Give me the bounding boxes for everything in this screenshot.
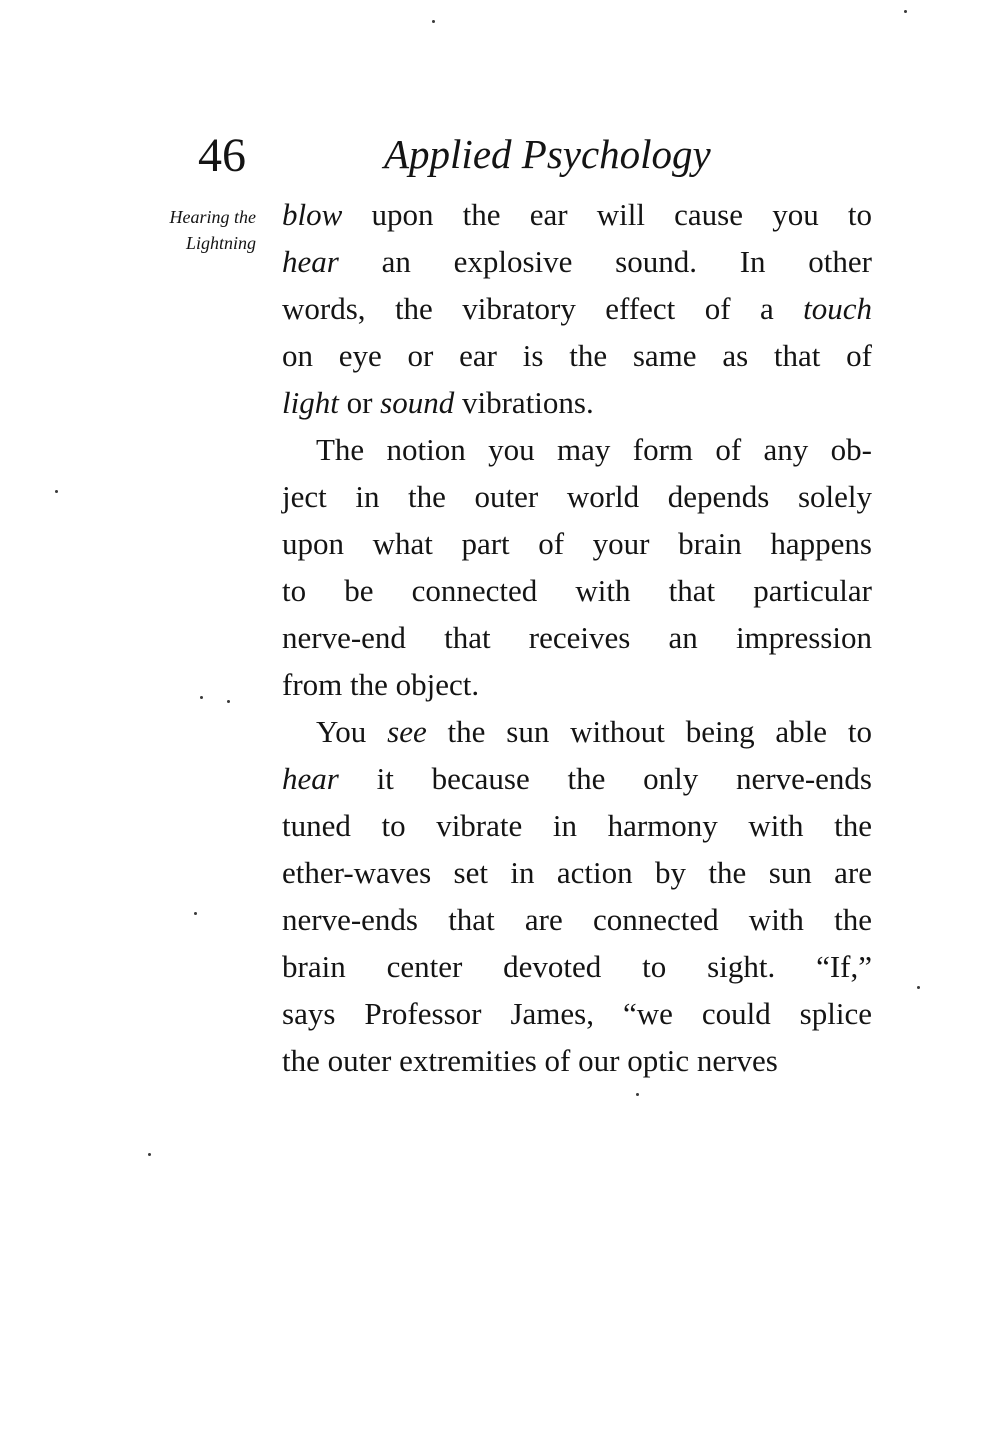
margin-note	[106, 204, 256, 256]
text-run: nerve-ends that are connected with the	[282, 902, 872, 937]
text-line	[282, 708, 872, 755]
text-line	[282, 520, 872, 567]
text-line	[282, 990, 872, 1037]
text-run: the sun without being able to	[426, 714, 872, 749]
text-line	[282, 661, 872, 708]
scan-speck	[917, 986, 920, 989]
text-line	[282, 285, 872, 332]
text-run: it because the only nerve-ends	[338, 761, 872, 796]
body-text	[282, 191, 872, 1084]
text-line	[282, 849, 872, 896]
scan-speck	[200, 696, 203, 699]
text-line	[282, 238, 872, 285]
text-line	[282, 473, 872, 520]
margin-note-line-1: Hearing the	[169, 207, 256, 227]
italic-text: sound	[380, 385, 455, 420]
text-run: says Professor James, “we could splice	[282, 996, 872, 1031]
text-run: to be connected with that particular	[282, 573, 872, 608]
text-line	[282, 943, 872, 990]
italic-text: hear	[282, 244, 339, 279]
scan-speck	[432, 20, 435, 23]
text-line	[282, 379, 872, 426]
margin-note-line-2: Lightning	[185, 233, 256, 253]
text-run: from the object.	[282, 667, 480, 702]
text-run: tuned to vibrate in harmony with the	[282, 808, 872, 843]
scan-speck	[194, 912, 197, 915]
text-line	[282, 191, 872, 238]
text-run: on eye or ear is the same as that of	[282, 338, 872, 373]
text-run: the outer extremities of our optic nerves	[282, 1043, 778, 1078]
italic-text: see	[387, 714, 427, 749]
page-number: 46	[198, 129, 246, 182]
scan-speck	[227, 700, 230, 703]
text-line	[282, 332, 872, 379]
scan-speck	[904, 10, 907, 13]
text-line	[282, 802, 872, 849]
scan-speck	[148, 1153, 151, 1156]
text-run: brain center devoted to sight. “If,”	[282, 949, 872, 984]
text-run: upon the ear will cause you to	[342, 197, 872, 232]
text-line	[282, 614, 872, 661]
text-run: You	[316, 714, 388, 749]
text-line	[282, 567, 872, 614]
text-run: words, the vibratory effect of a	[282, 291, 804, 326]
italic-text: hear	[282, 761, 339, 796]
scan-speck	[55, 490, 58, 493]
text-run: ject in the outer world depends solely	[282, 479, 872, 514]
text-line	[282, 896, 872, 943]
italic-text: touch	[803, 291, 872, 326]
scan-speck	[636, 1093, 639, 1096]
text-line	[282, 1037, 872, 1084]
text-run: upon what part of your brain happens	[282, 526, 872, 561]
running-head-title: Applied Psychology	[384, 131, 711, 177]
text-run: The notion you may form of any ob-	[316, 432, 872, 467]
text-line	[282, 755, 872, 802]
text-run: nerve-end that receives an impression	[282, 620, 872, 655]
italic-text: light	[282, 385, 339, 420]
text-run: vibrations.	[454, 385, 594, 420]
text-run: or	[338, 385, 381, 420]
text-run: ether-waves set in action by the sun are	[282, 855, 872, 890]
italic-text: blow	[282, 197, 343, 232]
text-run: an explosive sound. In other	[338, 244, 872, 279]
text-line	[282, 426, 872, 473]
